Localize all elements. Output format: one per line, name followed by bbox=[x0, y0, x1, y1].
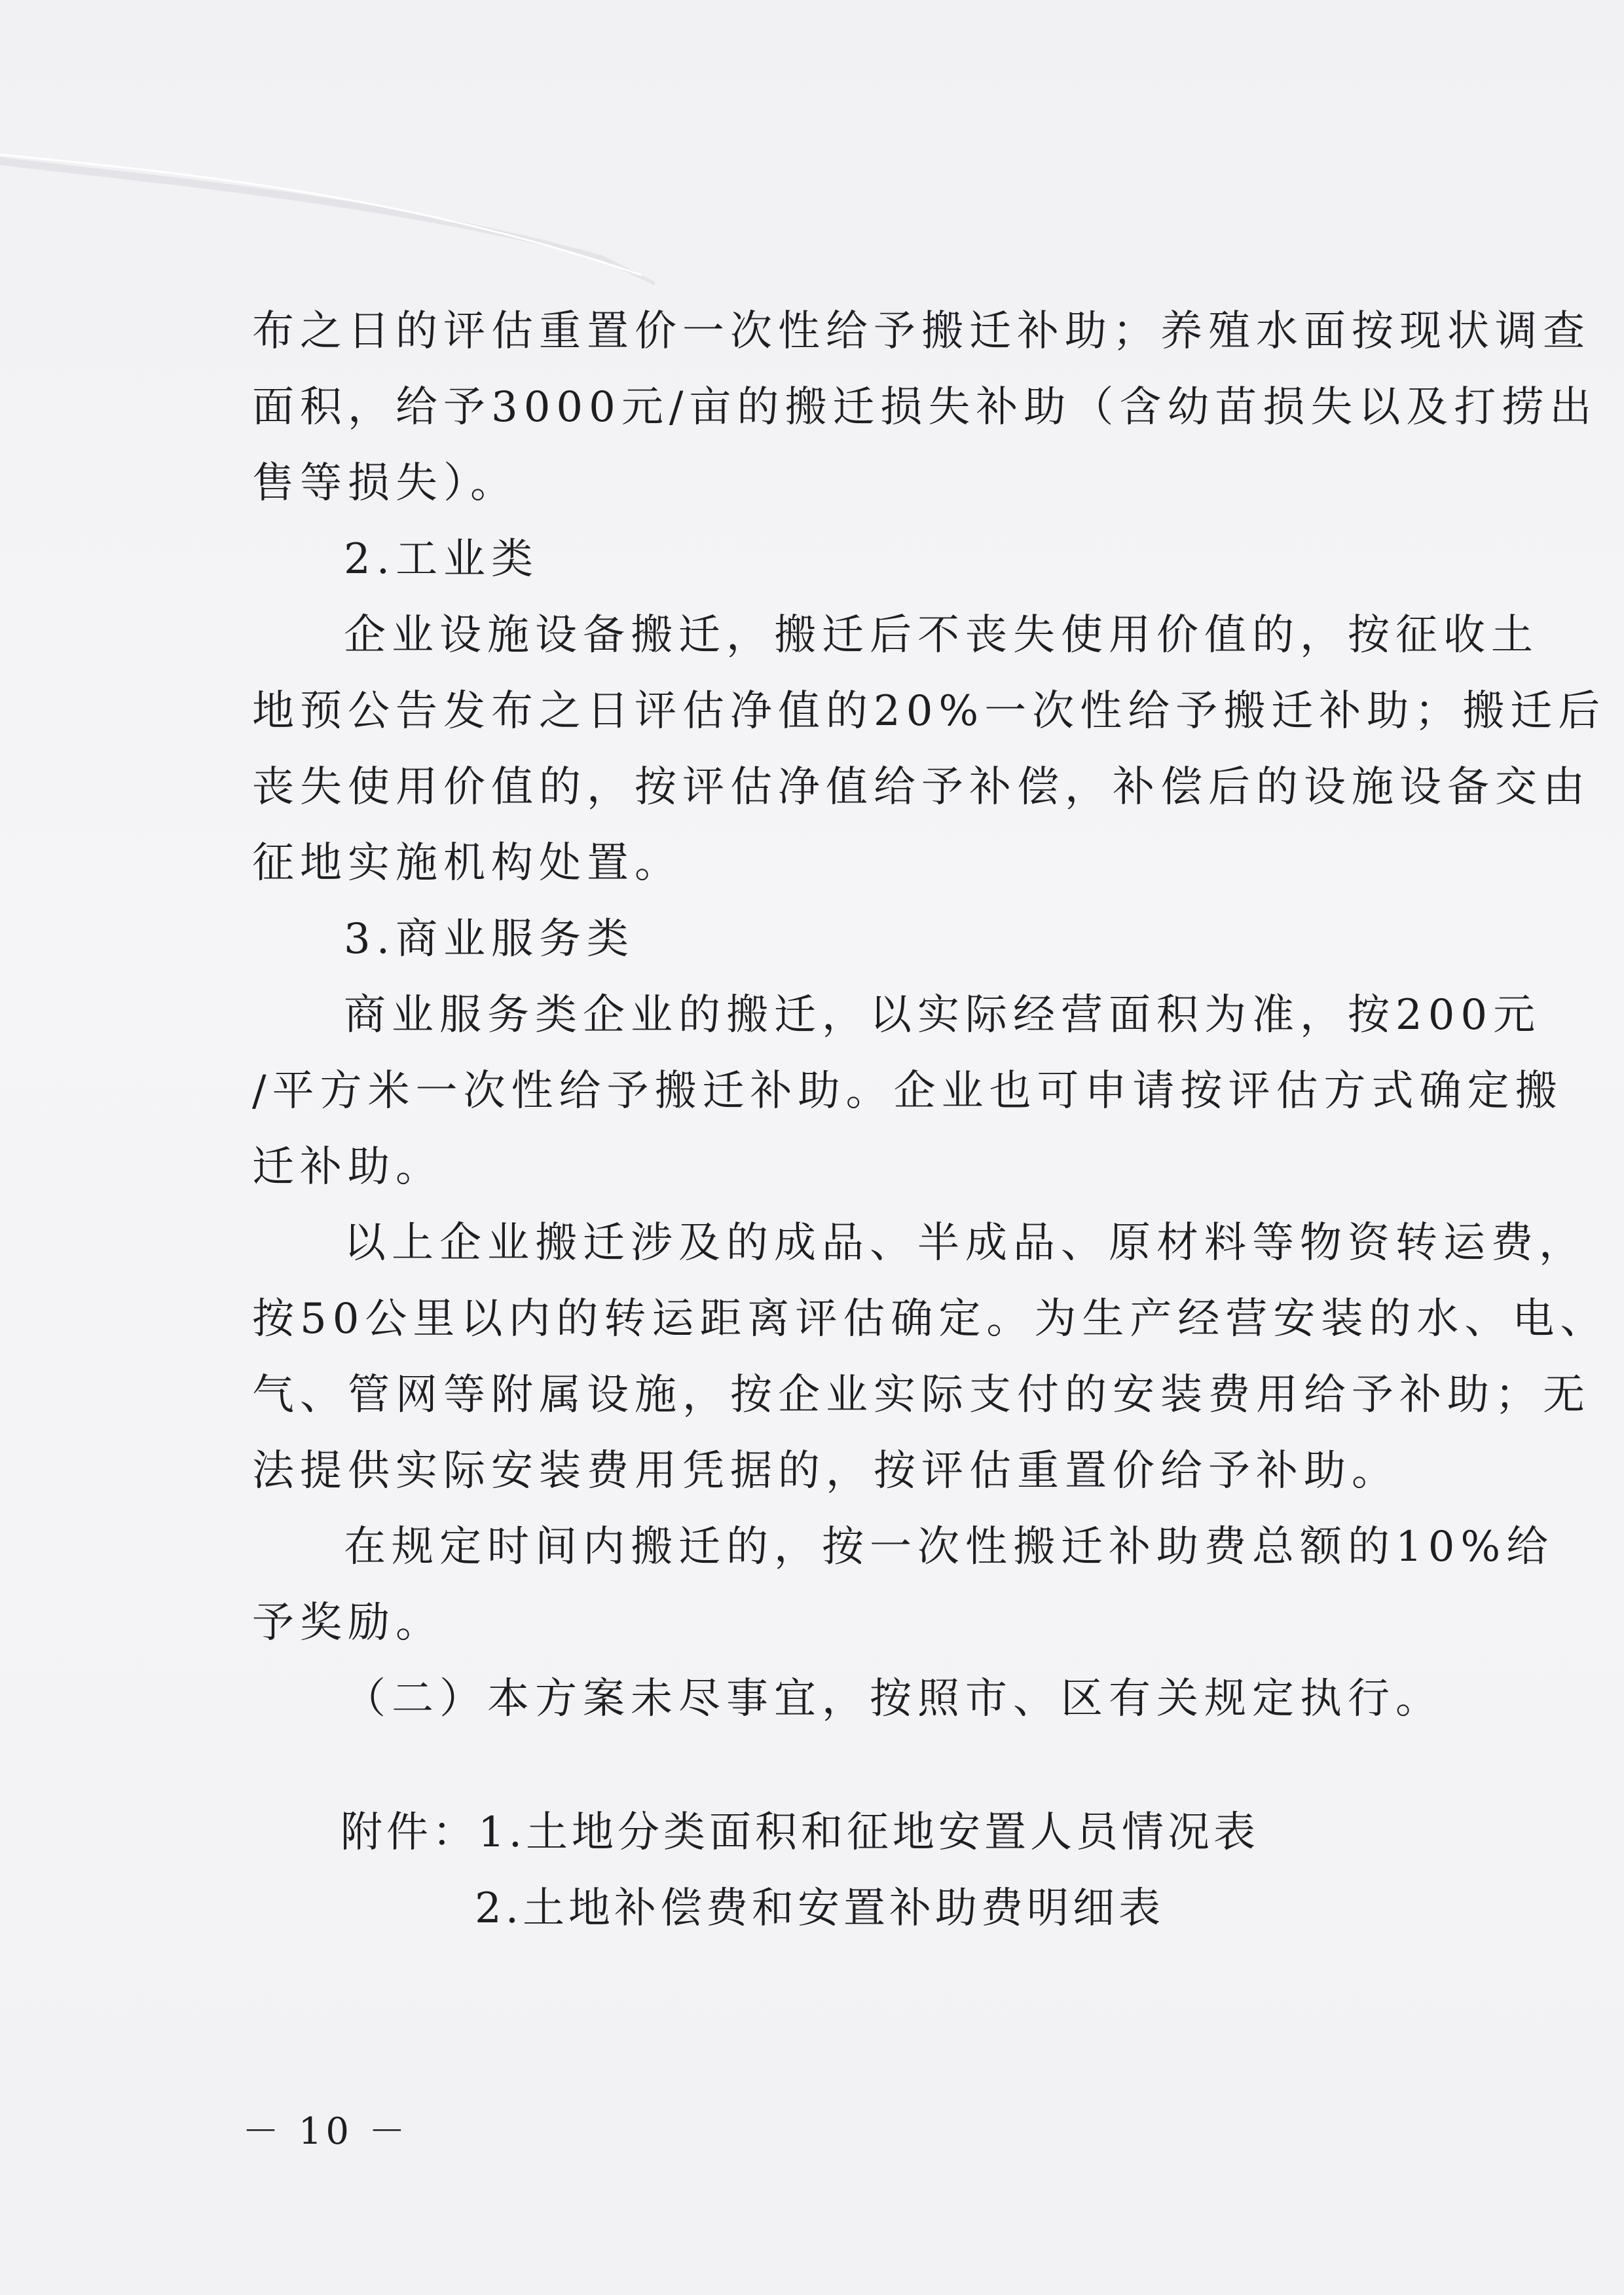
paragraph-line: （二）本方案未尽事宜，按照市、区有关规定执行。 bbox=[344, 1675, 1443, 1723]
body-text bbox=[252, 293, 1608, 1737]
attachments-list bbox=[341, 1795, 1259, 1947]
paragraph-line: 丧失使用价值的，按评估净值给予补偿，补偿后的设施设备交由 bbox=[252, 763, 1591, 812]
section-heading-industrial: 2.工业类 bbox=[344, 535, 540, 584]
paragraph-line: 以上企业搬迁涉及的成品、半成品、原材料等物资转运费， bbox=[344, 1219, 1587, 1267]
paragraph-line: 地预公告发布之日评估净值的20%一次性给予搬迁补助；搬迁后 bbox=[252, 687, 1606, 736]
paragraph-line: 予奖励。 bbox=[252, 1599, 443, 1647]
attachment-item-1: 附件：1.土地分类面积和征地安置人员情况表 bbox=[341, 1808, 1260, 1857]
paragraph-line: 在规定时间内搬迁的，按一次性搬迁补助费总额的10%给 bbox=[344, 1523, 1555, 1571]
paragraph-line: 气、管网等附属设施，按企业实际支付的安装费用给予补助；无 bbox=[252, 1371, 1591, 1419]
paragraph-line: 企业设施设备搬迁，搬迁后不丧失使用价值的，按征收土 bbox=[344, 611, 1539, 660]
paragraph-line: 布之日的评估重置价一次性给予搬迁补助；养殖水面按现状调查 bbox=[252, 307, 1591, 356]
paragraph-line: 法提供实际安装费用凭据的，按评估重置价给予补助。 bbox=[252, 1447, 1399, 1495]
paragraph-line: 商业服务类企业的搬迁，以实际经营面积为准，按200元 bbox=[344, 991, 1541, 1039]
paragraph-line: 售等损失）。 bbox=[252, 459, 518, 508]
page-number: － 10 － bbox=[242, 2110, 409, 2153]
section-heading-commercial: 3.商业服务类 bbox=[344, 915, 635, 963]
paragraph-line: 迁补助。 bbox=[252, 1143, 443, 1191]
attachment-item-2: 2.土地补偿费和安置补助费明细表 bbox=[475, 1884, 1165, 1933]
paragraph-line: 按50公里以内的转运距离评估确定。为生产经营安装的水、电、 bbox=[252, 1295, 1608, 1343]
paragraph-line: /平方米一次性给予搬迁补助。企业也可申请按评估方式确定搬 bbox=[252, 1067, 1563, 1115]
paragraph-line: 征地实施机构处置。 bbox=[252, 839, 682, 887]
paragraph-line: 面积，给予3000元/亩的搬迁损失补助（含幼苗损失以及打捞出 bbox=[252, 383, 1598, 432]
paper-crease-decoration bbox=[0, 0, 1624, 341]
